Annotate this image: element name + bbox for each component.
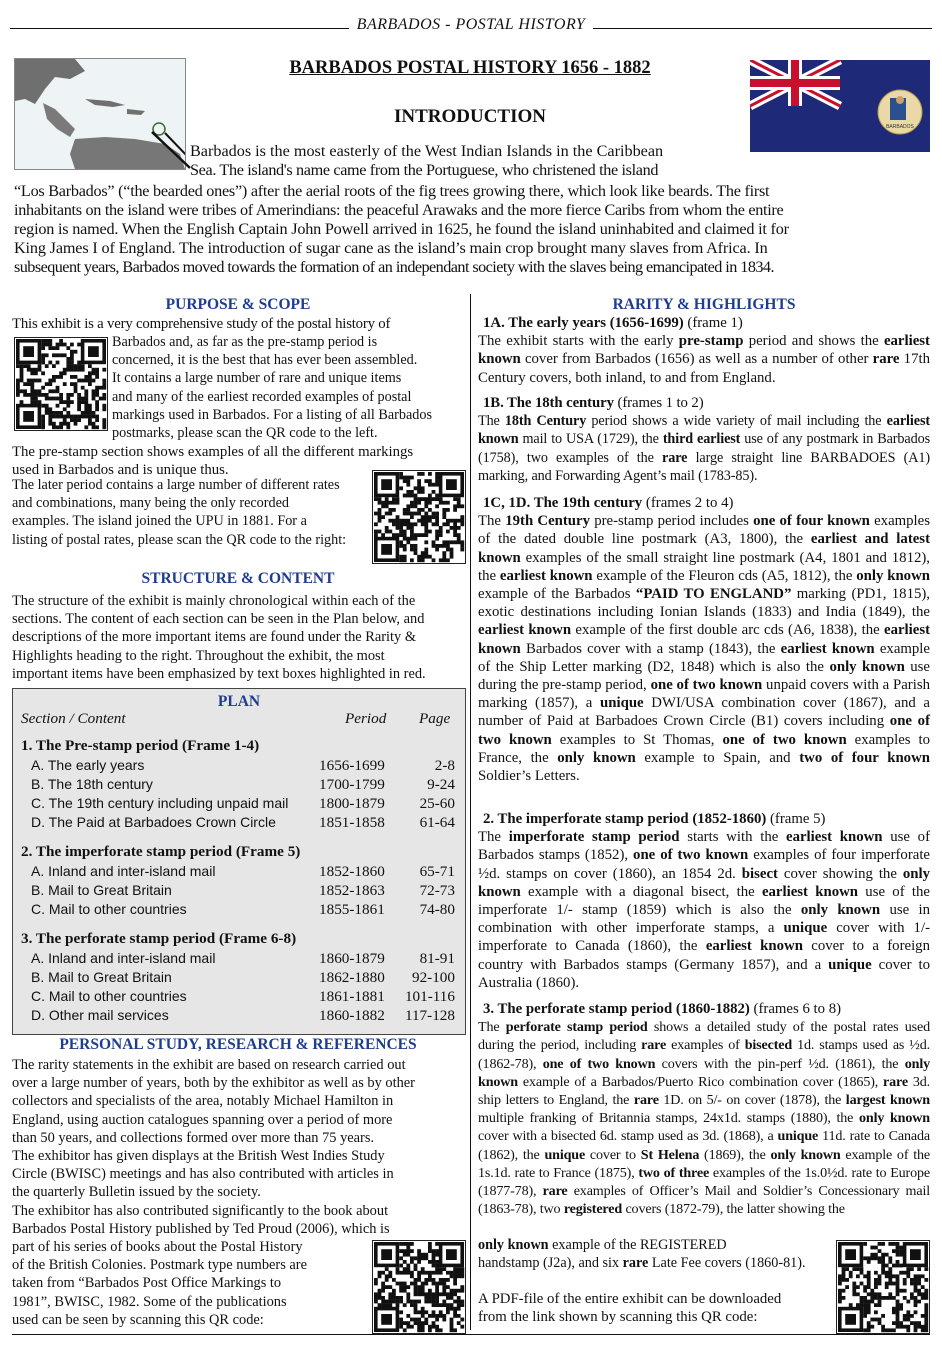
plan-cell: A. Inland and inter-island mail bbox=[31, 863, 216, 879]
rarity-1a-frame: (frame 1) bbox=[683, 315, 743, 331]
plan-row bbox=[13, 757, 465, 776]
plan-group-title: 3. The perforate stamp period (Frame 6-8) bbox=[21, 930, 297, 947]
text-line: markings used in Barbados. For a listing of all Barbados bbox=[112, 406, 432, 423]
text-line: collectors and specialists of the area, notably Michael Hamilton in bbox=[12, 1093, 394, 1110]
plan-cell: C. Mail to other countries bbox=[31, 901, 187, 917]
rarity-1c-frame: (frames 2 to 4) bbox=[642, 495, 734, 511]
text-line: Circle (BWISC) meetings and has also contributed with articles in bbox=[12, 1166, 394, 1183]
plan-row bbox=[13, 1007, 465, 1026]
intro-line: Barbados is the most easterly of the West Indian Islands in the Caribbean bbox=[190, 142, 664, 160]
text-line: important items have been emphasized by text boxes highlighted in red. bbox=[12, 665, 426, 682]
study-heading: PERSONAL STUDY, RESEARCH & REFERENCES bbox=[59, 1036, 417, 1053]
plan-cell: 92-100 bbox=[411, 969, 455, 986]
plan-row bbox=[13, 988, 465, 1007]
rarity-1b-frame: (frames 1 to 2) bbox=[613, 395, 704, 411]
text-line: Barbados Postal History published by Ted Proud (2006), which is bbox=[12, 1220, 390, 1237]
text-line: and combinations, many being the only recorded bbox=[12, 495, 289, 512]
plan-group-title: 1. The Pre-stamp period (Frame 1-4) bbox=[21, 737, 260, 754]
plan-row bbox=[13, 969, 465, 988]
text-line: from the link shown by scanning this QR code: bbox=[478, 1309, 758, 1326]
plan-cell: A. Inland and inter-island mail bbox=[31, 950, 216, 966]
rarity-1b bbox=[478, 394, 930, 485]
qr-code-postmarks[interactable] bbox=[14, 337, 108, 431]
text-line: used can be seen by scanning this QR code: bbox=[12, 1311, 264, 1328]
rarity-heading: RARITY & HIGHLIGHTS bbox=[612, 296, 796, 313]
plan-cell: D. Other mail services bbox=[31, 1007, 169, 1023]
running-header bbox=[10, 8, 932, 48]
plan-heading: PLAN bbox=[217, 693, 261, 710]
plan-cell: 61-64 bbox=[419, 814, 455, 831]
plan-cell: 74-80 bbox=[419, 901, 455, 918]
plan-row bbox=[13, 814, 465, 833]
plan-col-page: Page bbox=[419, 710, 451, 727]
plan-row bbox=[13, 882, 465, 901]
text-line: Barbados and, as far as the pre-stamp period is bbox=[112, 334, 378, 350]
barbados-colonial-flag bbox=[750, 60, 930, 152]
plan-cell: C. The 19th century including unpaid mail bbox=[31, 795, 289, 811]
text-line: A PDF-file of the entire exhibit can be downloaded bbox=[478, 1291, 782, 1307]
rarity-2 bbox=[478, 810, 930, 992]
rarity-3-title: 3. The perforate stamp period (1860-1882) bbox=[483, 1001, 750, 1017]
rarity-1a bbox=[478, 314, 930, 387]
text-line: concerned, it is the best that has ever been assembled. bbox=[112, 352, 418, 369]
intro-line: inhabitants on the island were tribes of Amerindians: the peaceful Arawaks and the more fierce Caribs from whom the entire bbox=[14, 201, 784, 219]
rarity-1b-text: The 18th Century period shows a wide variety of mail including the earliest known mail to USA (1729), the third earliest use of any postmark in Barbados (1758), two examples of the rare large straight line BARBADOES (A1) marking, and Forwarding Agent’s mail (1783-85). bbox=[478, 413, 930, 484]
bottom-rule bbox=[12, 1334, 930, 1335]
rarity-1c bbox=[478, 494, 930, 785]
text-line: The rarity statements in the exhibit are based on research carried out bbox=[12, 1057, 406, 1073]
text-line: The exhibitor has also contributed significantly to the book about bbox=[12, 1202, 389, 1219]
pointer-arrow-icon bbox=[150, 130, 195, 175]
plan-cell: 1852-1863 bbox=[319, 882, 385, 899]
plan-col-section: Section / Content bbox=[21, 710, 126, 727]
study-beside-qr bbox=[12, 1238, 368, 1329]
text-line: descriptions of the more important items are found under the Rarity & bbox=[12, 629, 417, 646]
text-line: listing of postal rates, please scan the QR code to the right: bbox=[12, 531, 347, 548]
intro-line: “Los Barbados” (“the bearded ones”) after the aerial roots of the fig trees growing there, which look like beards. The first bbox=[14, 182, 770, 200]
plan-cell: A. The early years bbox=[31, 757, 145, 773]
intro-heading: INTRODUCTION bbox=[393, 106, 547, 127]
qr-code-postal-rates[interactable] bbox=[372, 470, 466, 564]
rarity-1c-title: 1C, 1D. The 19th century bbox=[483, 495, 643, 511]
column-divider bbox=[470, 294, 471, 1330]
rarity-1a-text: The exhibit starts with the early pre-stamp period and shows the earliest known cover from Barbados (1656) as well as a number of other rare 17th Century covers, both inland, to and from England. bbox=[478, 333, 930, 386]
text-line: The structure of the exhibit is mainly chronological within each of the bbox=[12, 593, 416, 609]
plan-row bbox=[13, 901, 465, 920]
plan-table bbox=[12, 688, 466, 1035]
study-text bbox=[12, 1056, 466, 1238]
purpose-first-line: This exhibit is a very comprehensive study of the postal history of bbox=[12, 316, 391, 332]
plan-cell: B. Mail to Great Britain bbox=[31, 969, 172, 985]
text-line: postmarks, please scan the QR code to the left. bbox=[112, 425, 378, 442]
pdf-download-text bbox=[478, 1290, 834, 1326]
page-title: BARBADOS POSTAL HISTORY 1656 - 1882 bbox=[289, 58, 651, 78]
plan-cell: 1852-1860 bbox=[319, 863, 385, 880]
text-line: taken from “Barbados Post Office Markings to bbox=[12, 1275, 282, 1292]
plan-cell: 25-60 bbox=[419, 795, 455, 812]
intro-line: King James I of England. The introduction of sugar cane as the island’s main crop brought many slaves from Africa. In bbox=[14, 239, 768, 257]
plan-cell: 81-91 bbox=[419, 950, 455, 967]
text-line: handstamp (J2a), and six rare Late Fee covers (1860-81). bbox=[478, 1255, 806, 1272]
rarity-1b-title: 1B. The 18th century bbox=[483, 395, 614, 411]
plan-cell: 72-73 bbox=[419, 882, 455, 899]
intro-line: region is named. When the English Captain John Powell arrived in 1625, he found the island uninhabited and claimed it for bbox=[14, 220, 789, 238]
plan-col-period: Period bbox=[345, 710, 387, 727]
plan-cell: 117-128 bbox=[404, 1007, 455, 1024]
text-line: England, using auction catalogues spanning over a period of more bbox=[12, 1111, 393, 1128]
plan-cell: 1861-1881 bbox=[319, 988, 385, 1005]
text-line: The later period contains a large number of different rates bbox=[12, 477, 340, 493]
plan-cell: 101-116 bbox=[404, 988, 455, 1005]
plan-row bbox=[13, 795, 465, 814]
text-line: examples. The island joined the UPU in 1881. For a bbox=[12, 513, 307, 530]
rarity-3 bbox=[478, 1000, 930, 1218]
plan-cell: 1800-1879 bbox=[319, 795, 385, 812]
rarity-2-frame: (frame 5) bbox=[766, 811, 826, 827]
plan-cell: 1860-1882 bbox=[319, 1007, 385, 1024]
text-line: sections. The content of each section can be seen in the Plan below, and bbox=[12, 611, 425, 628]
text-line: part of his series of books about the Postal History bbox=[12, 1239, 303, 1255]
plan-cell: 1862-1880 bbox=[319, 969, 385, 986]
plan-cell: 1855-1861 bbox=[319, 901, 385, 918]
text-line: Highlights heading to the right. Throughout the exhibit, the most bbox=[12, 647, 385, 664]
plan-cell: 1851-1858 bbox=[319, 814, 385, 831]
rarity-3-tail bbox=[478, 1236, 834, 1272]
text-line: The exhibitor has given displays at the British West Indies Study bbox=[12, 1148, 385, 1165]
rarity-3-text: The perforate stamp period shows a detailed study of the postal rates used during the period, including rare examples of bisected 1d. stamps used as ½d. (1862-78), one of two known covers with the pin-perf ½d. (1861), the only known example of a Barbados/Puerto Rico combination cover (1865), rare 3d. ship letters to England, the rare 1D. on 5/- on cover (1878), the largest known multiple franking of Britannia stamps, 24x1d. stamps (1880), the only known cover with a bisected 6d. stamp used as 3d. (1868), a unique 11d. rate to Canada (1862), the unique cover to St Helena (1869), the only known example of the 1s.1d. rate to France (1875), two of three examples of the 1s.0½d. rate to Europe (1877-78), rare examples of Officer’s Mail and Soldier’s Concessionary mail (1863-78), two registered covers (1872-79), the latter showing the bbox=[478, 1019, 931, 1218]
plan-cell: B. The 18th century bbox=[31, 776, 153, 792]
qr-code-publications[interactable] bbox=[372, 1240, 466, 1334]
purpose-heading: PURPOSE & SCOPE bbox=[165, 296, 311, 313]
flag-badge-text: BARBADOS bbox=[886, 124, 914, 130]
plan-group-title: 2. The imperforate stamp period (Frame 5) bbox=[21, 843, 301, 860]
plan-cell: 1656-1699 bbox=[319, 757, 385, 774]
text-line: of the British Colonies. Postmark type numbers are bbox=[12, 1257, 307, 1274]
plan-cell: 9-24 bbox=[427, 776, 455, 793]
text-line: and many of the earliest recorded examples of postal bbox=[112, 388, 412, 405]
rarity-2-title: 2. The imperforate stamp period (1852-1860) bbox=[483, 811, 767, 827]
plan-row bbox=[13, 776, 465, 795]
plan-cell: 65-71 bbox=[419, 863, 455, 880]
plan-cell: 1860-1879 bbox=[319, 950, 385, 967]
structure-heading: STRUCTURE & CONTENT bbox=[141, 570, 335, 587]
structure-text bbox=[12, 592, 466, 683]
purpose-beside-qr1 bbox=[112, 333, 464, 442]
purpose-beside-qr2 bbox=[12, 476, 368, 549]
rarity-1c-text: The 19th Century pre-stamp period includes one of four known examples of the dated double line postmark (A3, 1800), the earliest and latest known examples of the small straight line postmark (A4, 1801 and 1812), the earliest known example of the Fleuron cds (A5, 1812), the only known example of the Barbados “PAID TO ENGLAND” marking (PD1, 1815), exotic destinations including Ionian Islands (1833) and India (1849), the earliest known example of the first double arc cds (A6, 1838), the earliest known Barbados cover with a stamp (1843), the earliest known example of the Ship Letter marking (D2, 1848) which is also the only known use during the pre-stamp period, one of two known unpaid covers with a Parish marking (1857), a unique DWI/USA combination cover (1867), and a number of Paid at Barbadoes Crown Circle (B1) covers including one of two known examples to St Thomas, one of two known examples to France, the only known example to Spain, and two of four known Soldier’s Letters. bbox=[478, 513, 931, 785]
plan-cell: C. Mail to other countries bbox=[31, 988, 187, 1004]
rarity-2-text: The imperforate stamp period starts with the earliest known use of Barbados stamps (1852), one of two known examples of four imperforate ½d. stamps on cover (1860), an 1854 2d. bisect cover showing the only known example with a diagonal bisect, the earliest known use of the imperforate 1/- stamp (1859) which is also the only known use in combination with other imperforate stamps, a unique cover with 1/- imperforate to Canada (1860), the earliest known cover to a foreign country with Barbados stamps (Germany 1857), and a unique cover to Australia (1860). bbox=[478, 829, 931, 991]
text-line: over a large number of years, both by the exhibitor as well as by other bbox=[12, 1075, 415, 1092]
text-line: only known example of the REGISTERED bbox=[478, 1237, 727, 1253]
text-line: It contains a large number of rare and unique items bbox=[112, 370, 402, 387]
text-line: The pre-stamp section shows examples of all the different markings bbox=[12, 444, 414, 460]
text-line: than 50 years, and collections formed over more than 75 years. bbox=[12, 1129, 375, 1146]
rarity-1a-title: 1A. The early years (1656-1699) bbox=[483, 315, 684, 331]
text-line: used in Barbados and is unique thus. bbox=[12, 462, 229, 479]
plan-cell: D. The Paid at Barbadoes Crown Circle bbox=[31, 814, 276, 830]
intro-line: Sea. The island's name came from the Portuguese, who christened the island bbox=[190, 161, 659, 179]
text-line: 1981”, BWISC, 1982. Some of the publications bbox=[12, 1293, 287, 1310]
plan-row bbox=[13, 863, 465, 882]
plan-cell: 2-8 bbox=[434, 757, 455, 774]
running-title: BARBADOS - POSTAL HISTORY bbox=[349, 16, 594, 33]
plan-cell: 1700-1799 bbox=[319, 776, 385, 793]
rarity-3-frame: (frames 6 to 8) bbox=[749, 1001, 842, 1017]
plan-cell: B. Mail to Great Britain bbox=[31, 882, 172, 898]
qr-code-pdf-download[interactable] bbox=[836, 1240, 930, 1334]
text-line: the quarterly Bulletin issued by the society. bbox=[12, 1184, 261, 1201]
plan-row bbox=[13, 950, 465, 969]
intro-line: subsequent years, Barbados moved towards the formation of an independant society with the slaves being emancipated in 1834. bbox=[14, 258, 774, 276]
